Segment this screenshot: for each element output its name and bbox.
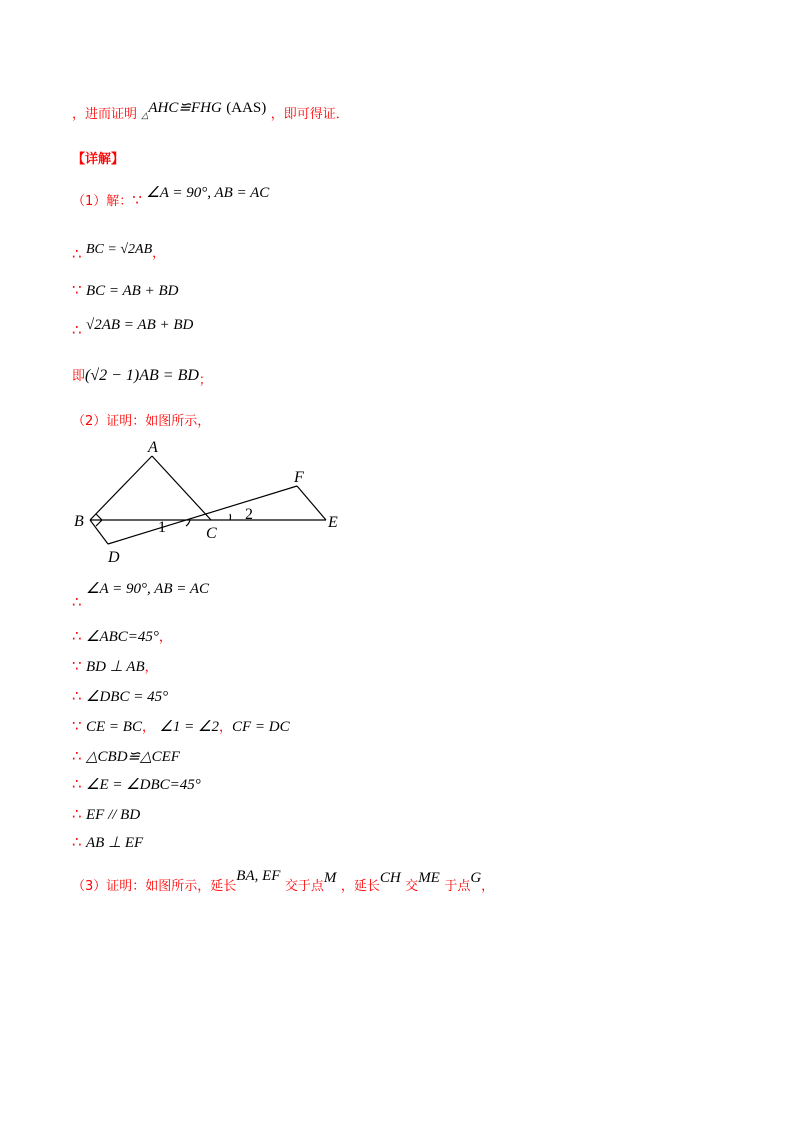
therefore-symbol: ∴: [72, 775, 82, 793]
label-f: F: [294, 469, 304, 486]
angle-equal: ∠1 = ∠2: [159, 719, 219, 735]
step-text: CE = BC: [86, 719, 142, 735]
intro-tail: ，即可得证．: [270, 107, 349, 122]
comma: ，: [152, 246, 166, 261]
yanchang: ，延长: [340, 879, 380, 894]
segment-ch: CH: [379, 870, 401, 886]
cf-equal: CF = DC: [231, 719, 290, 735]
part1-condition: ∠A = 90°, AB = AC: [146, 185, 270, 201]
step-text: ∠ABC=45°: [86, 629, 159, 645]
geometry-figure: [70, 436, 360, 568]
part2-line-2: [72, 626, 172, 648]
therefore-symbol: ∴: [72, 747, 82, 765]
therefore-symbol: ∴: [72, 687, 82, 705]
congruence-formula: AHC≌FHG: [148, 100, 222, 116]
segment-ba: [90, 456, 152, 520]
semicolon: ；: [198, 373, 212, 388]
because-symbol: ∵: [72, 657, 82, 675]
therefore-symbol: ∴: [72, 593, 82, 611]
comma: ，: [144, 660, 158, 675]
ba-ef: BA, EF: [236, 868, 281, 884]
part2-line-7: [72, 774, 201, 795]
jiaoyu-dian: 交于点: [284, 879, 324, 894]
part1-line-2: [72, 238, 166, 263]
part2-line-9: [72, 832, 143, 853]
intro-line: [72, 100, 349, 125]
comma: ，: [141, 720, 155, 735]
intro-lead: ，进而证明: [72, 107, 138, 122]
step-text: ∠E = ∠DBC=45°: [86, 777, 201, 793]
part2-line-8: [72, 804, 140, 825]
angle-1-arc: [186, 520, 190, 526]
part1-line-1: [72, 185, 270, 212]
step-text: AB ⊥ EF: [86, 835, 144, 851]
step-text: EF // BD: [86, 807, 141, 823]
bc-equation: BC = √2AB: [86, 242, 153, 257]
therefore-symbol: ∴: [72, 627, 82, 645]
point-m: M: [323, 870, 337, 886]
part1-label: （1）解：: [72, 194, 133, 209]
label-d: D: [108, 549, 120, 566]
segment-fe: [297, 486, 326, 520]
label-e: E: [328, 514, 338, 531]
step-text: △CBD≌△CEF: [86, 749, 180, 765]
part2-line-4: [72, 686, 168, 707]
given-equation: BC = AB + BD: [86, 283, 179, 299]
step-text: BD ⊥ AB: [86, 659, 145, 675]
label-angle-1: 1: [158, 519, 166, 536]
part2-line-5: [72, 716, 290, 738]
ji-label: 即: [72, 369, 86, 384]
comma: ，: [218, 720, 232, 735]
step-text: ∠DBC = 45°: [86, 689, 169, 705]
sqrt-equation: √2AB = AB + BD: [86, 317, 194, 333]
because-symbol: ∵: [72, 717, 82, 735]
label-c: C: [206, 525, 217, 542]
segment-df: [108, 486, 297, 544]
point-g: G: [470, 870, 482, 886]
because-symbol: ∵: [132, 191, 142, 209]
angle-2-arc: [230, 514, 231, 520]
part2-line-3: [72, 656, 158, 678]
therefore-symbol: ∴: [72, 321, 82, 339]
part1-line-4: [72, 314, 194, 339]
therefore-symbol: ∴: [72, 805, 82, 823]
part2-label: （2）证明：如图所示，: [72, 414, 211, 429]
part1-line-5: [72, 366, 212, 387]
segment-me: ME: [418, 870, 440, 886]
aas-label: (AAS): [226, 100, 267, 116]
comma: ，: [158, 630, 172, 645]
because-symbol: ∵: [72, 281, 82, 299]
yu-dian: 于点: [444, 879, 471, 894]
comma: ，: [481, 879, 495, 894]
part1-line-3: [72, 280, 178, 301]
label-angle-2: 2: [245, 506, 253, 523]
therefore-symbol: ∴: [72, 833, 82, 851]
label-a: A: [148, 439, 158, 456]
segment-ac: [152, 456, 211, 520]
part2-line-6: [72, 746, 180, 767]
result-equation: (√2 − 1)AB = BD: [85, 367, 199, 384]
triangle-symbol-1: △: [141, 110, 149, 120]
part3-label: （3）证明：如图所示，延长: [72, 879, 237, 894]
jiao: 交: [405, 879, 419, 894]
therefore-symbol: ∴: [72, 245, 82, 263]
part3-line: [72, 868, 495, 897]
part2-line-1: [72, 578, 210, 611]
step-text: ∠A = 90°, AB = AC: [86, 581, 210, 597]
detail-heading: 【详解】: [72, 152, 125, 167]
label-b: B: [74, 513, 84, 530]
